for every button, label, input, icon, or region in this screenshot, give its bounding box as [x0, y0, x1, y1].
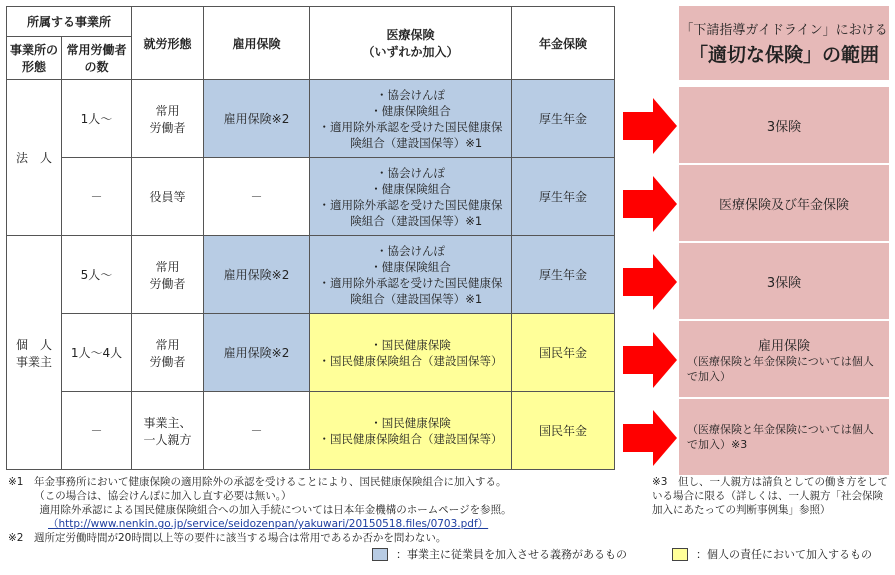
insurance-table	[6, 6, 615, 470]
result-box	[679, 165, 889, 241]
result-note: （医療保険と年金保険については個人で加入）	[687, 354, 874, 383]
footnote-2: ※2 週所定労働時間が20時間以上等の要件に該当する場合は常用であるか否かを問わない。	[8, 532, 447, 544]
header-office-type: 事業所の形態	[7, 37, 62, 80]
guideline-title-line1: 「下請指導ガイドライン」における	[680, 23, 888, 38]
legend-yellow-label: ：個人の責任において加入するもの	[696, 548, 872, 561]
result-box	[679, 243, 889, 319]
row-pension: 厚生年金	[512, 158, 615, 236]
row-medical-insurance	[310, 236, 512, 314]
medical-item: ・国民健康保険	[370, 415, 451, 430]
result-box	[679, 321, 889, 397]
result-label: 雇用保険	[757, 338, 810, 354]
row-employment-insurance: －	[204, 392, 310, 470]
legend-blue-label: ：事業主に従業員を加入させる義務があるもの	[396, 548, 627, 561]
medical-item: 険組合（建設国保等）※1	[338, 291, 483, 306]
yellow-swatch	[672, 548, 688, 561]
footnote-1-cont: （この場合は、協会けんぽに加入し直す必要は無い。）	[8, 490, 292, 502]
row-work-form: 事業主、 一人親方	[132, 392, 204, 470]
header-affiliation: 所属する事業所	[7, 7, 132, 37]
medical-item: ・健康保険組合	[370, 259, 451, 274]
row-employment-insurance: 雇用保険※2	[204, 236, 310, 314]
group-corporation: 法 人	[7, 80, 62, 236]
row-count: －	[62, 392, 132, 470]
footnote-1-link[interactable]: （http://www.nenkin.go.jp/service/seidozenpan/yakuwari/20150518.files/0703.pdf）	[48, 518, 489, 530]
footnote-3: ※3 但し、一人親方は請負としての働き方をしている場合に限る（詳しくは、一人親方「社会保険加入にあたっての判断事例集」参照）	[652, 476, 888, 516]
medical-item: ・健康保険組合	[370, 181, 451, 196]
medical-item: 険組合（建設国保等）※1	[338, 213, 483, 228]
header-pension: 年金保険	[512, 7, 615, 80]
row-count: 1人～4人	[62, 314, 132, 392]
legend-blue	[372, 546, 627, 562]
row-count: 5人～	[62, 236, 132, 314]
row-medical-insurance	[310, 80, 512, 158]
row-pension: 厚生年金	[512, 236, 615, 314]
medical-item: ・健康保険組合	[370, 103, 451, 118]
row-count: －	[62, 158, 132, 236]
medical-item: ・協会けんぽ	[376, 87, 445, 102]
result-label: 3保険	[766, 275, 802, 291]
medical-item: ・適用除外承認を受けた国民健康保	[318, 275, 503, 290]
right-arrow-icon	[623, 332, 677, 388]
row-medical-insurance	[310, 392, 512, 470]
footnote-1-cont: 適用除外承認による国民健康保険組合への加入手続については日本年金機構のホームページを参照。	[8, 504, 512, 516]
result-box	[679, 87, 889, 163]
row-medical-insurance	[310, 314, 512, 392]
medical-item: ・協会けんぽ	[376, 243, 445, 258]
row-work-form: 常用 労働者	[132, 314, 204, 392]
medical-item: ・協会けんぽ	[376, 165, 445, 180]
row-pension: 国民年金	[512, 392, 615, 470]
medical-item: ・国民健康保険組合（建設国保等）	[318, 431, 503, 446]
header-employment-insurance: 雇用保険	[204, 7, 310, 80]
right-arrow-icon	[623, 254, 677, 310]
right-arrow-icon	[623, 410, 677, 466]
medical-item: ・適用除外承認を受けた国民健康保	[318, 197, 503, 212]
header-worker-count: 常用労働者の数	[62, 37, 132, 80]
row-pension: 国民年金	[512, 314, 615, 392]
legend-yellow	[672, 546, 872, 562]
blue-swatch	[372, 548, 388, 561]
footnotes	[8, 475, 512, 545]
right-arrow-icon	[623, 176, 677, 232]
header-medical-insurance	[310, 7, 512, 80]
result-label: 医療保険及び年金保険	[718, 197, 849, 213]
result-label: 3保険	[766, 119, 802, 135]
row-employment-insurance: －	[204, 158, 310, 236]
row-work-form: 常用 労働者	[132, 80, 204, 158]
result-note: （医療保険と年金保険については個人で加入）※3	[687, 423, 874, 451]
medical-item: 険組合（建設国保等）※1	[338, 135, 483, 150]
header-work-form: 就労形態	[132, 7, 204, 80]
guideline-title-line2: 「適切な保険」の範囲	[688, 44, 879, 66]
medical-item: ・適用除外承認を受けた国民健康保	[318, 119, 503, 134]
row-work-form: 役員等	[132, 158, 204, 236]
right-arrow-icon	[623, 98, 677, 154]
guideline-header	[679, 6, 889, 80]
medical-item: ・国民健康保険組合（建設国保等）	[318, 353, 503, 368]
row-employment-insurance: 雇用保険※2	[204, 314, 310, 392]
row-medical-insurance	[310, 158, 512, 236]
row-pension: 厚生年金	[512, 80, 615, 158]
footnote-1: ※1 年金事務所において健康保険の適用除外の承認を受けることにより、国民健康保険組合に加入する。	[8, 476, 507, 488]
header-medical-note: （いずれか加入）	[362, 45, 459, 59]
row-work-form: 常用 労働者	[132, 236, 204, 314]
medical-item: ・国民健康保険	[370, 337, 451, 352]
group-individual: 個 人 事業主	[7, 236, 62, 470]
row-count: 1人～	[62, 80, 132, 158]
result-box	[679, 399, 889, 475]
row-employment-insurance: 雇用保険※2	[204, 80, 310, 158]
header-medical-title: 医療保険	[386, 28, 435, 42]
